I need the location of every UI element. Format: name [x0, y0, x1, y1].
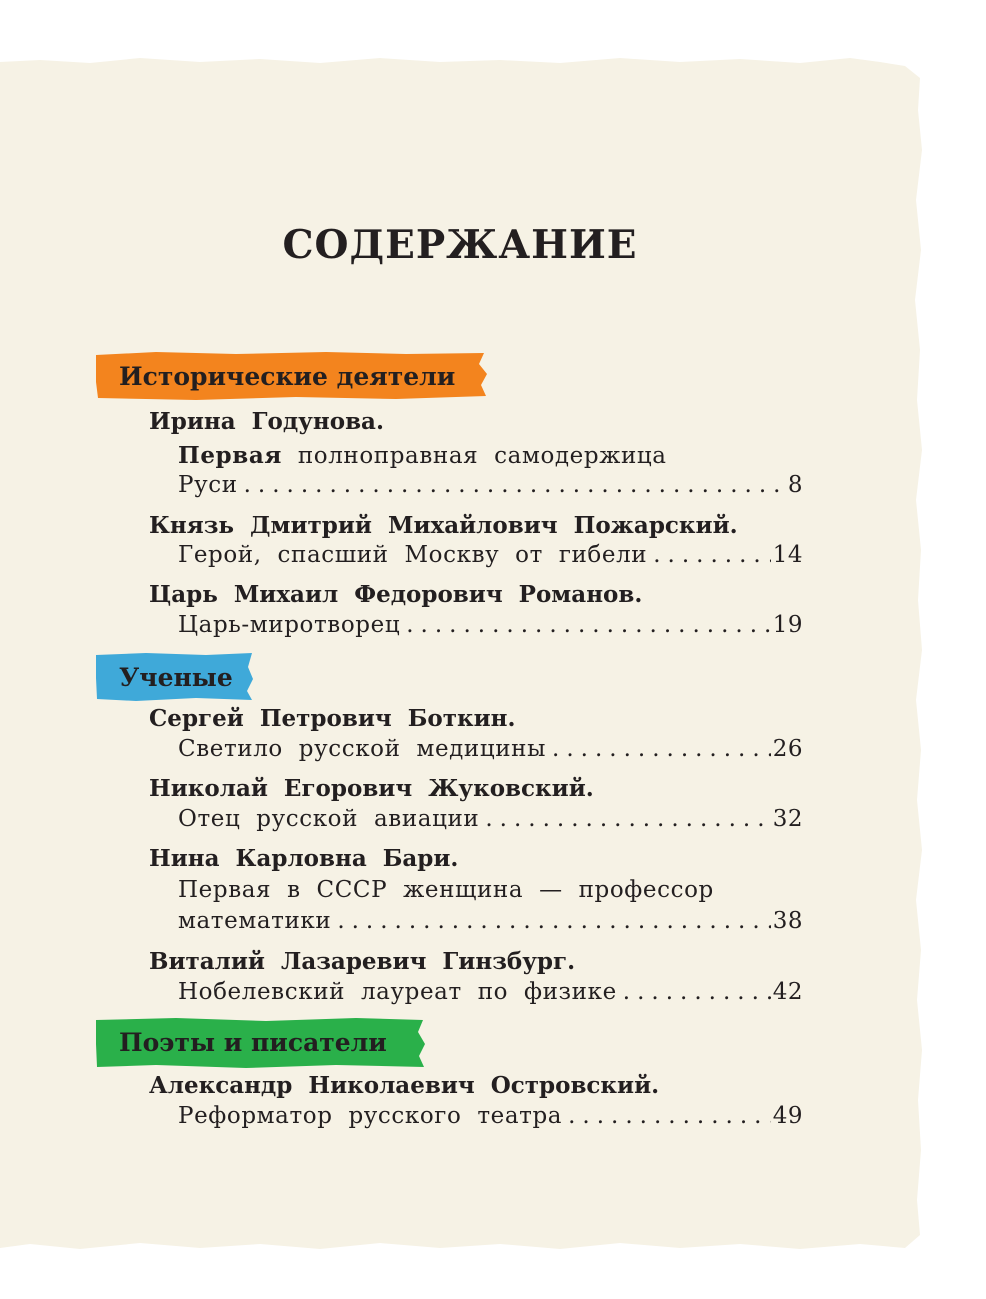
entry-title [178, 442, 667, 469]
section-header-science [96, 653, 254, 701]
entry-title: математики [178, 908, 332, 934]
dot-leader [552, 736, 771, 762]
entry-title: Нобелевский лауреат по физике [178, 979, 617, 1005]
dot-leader [406, 612, 770, 638]
dot-leader [244, 472, 786, 498]
section-header-literature [96, 1018, 426, 1066]
page-number: 26 [772, 736, 803, 762]
toc-line[interactable] [178, 736, 803, 768]
section-label: Поэты и писатели [119, 1028, 387, 1057]
entry-title: Руси [178, 472, 238, 498]
toc-line[interactable] [178, 472, 803, 504]
dot-leader [623, 979, 771, 1005]
entry-author: Сергей Петрович Боткин. [149, 705, 516, 732]
page-number: 49 [772, 1103, 803, 1129]
page-number: 19 [772, 612, 803, 638]
page-number: 32 [772, 806, 803, 832]
dot-leader [653, 542, 770, 568]
entry-title: Царь-миротворец [178, 612, 401, 638]
page-number: 8 [787, 472, 803, 498]
page-title: СОДЕРЖАНИЕ [282, 222, 638, 268]
toc-line[interactable] [178, 542, 803, 574]
entry-author: Ирина Годунова. [149, 408, 384, 435]
dot-leader [485, 806, 770, 832]
entry-title: Первая в СССР женщина — профессор [178, 877, 714, 903]
entry-title-bold: Первая [178, 442, 282, 469]
entry-author: Николай Егорович Жуковский. [149, 775, 594, 802]
page-number: 42 [772, 979, 803, 1005]
entry-author: Нина Карловна Бари. [149, 845, 459, 872]
toc-line[interactable] [178, 979, 803, 1011]
dot-leader [568, 1103, 771, 1129]
toc-line[interactable] [178, 908, 803, 940]
entry-author: Виталий Лазаревич Гинзбург. [149, 948, 576, 975]
entry-title: Реформатор русского театра [178, 1103, 563, 1129]
entry-author: Князь Дмитрий Михайлович Пожарский. [149, 512, 738, 539]
entry-title: Герой, спасший Москву от гибели [178, 542, 648, 568]
entry-title: Отец русской авиации [178, 806, 480, 832]
toc-line[interactable] [178, 1103, 803, 1135]
toc-line[interactable] [178, 806, 803, 838]
section-label: Исторические деятели [119, 362, 456, 391]
page-number: 14 [772, 542, 803, 568]
section-header-history [96, 352, 488, 400]
entry-author: Александр Николаевич Островский. [149, 1072, 660, 1099]
entry-title-rest: полноправная самодержица [297, 443, 667, 469]
section-label: Ученые [119, 663, 233, 692]
entry-title: Светило русской медицины [178, 736, 547, 762]
toc-line[interactable] [178, 612, 803, 644]
page-number: 38 [772, 908, 803, 934]
dot-leader [337, 908, 770, 934]
entry-author: Царь Михаил Федорович Романов. [149, 581, 643, 608]
